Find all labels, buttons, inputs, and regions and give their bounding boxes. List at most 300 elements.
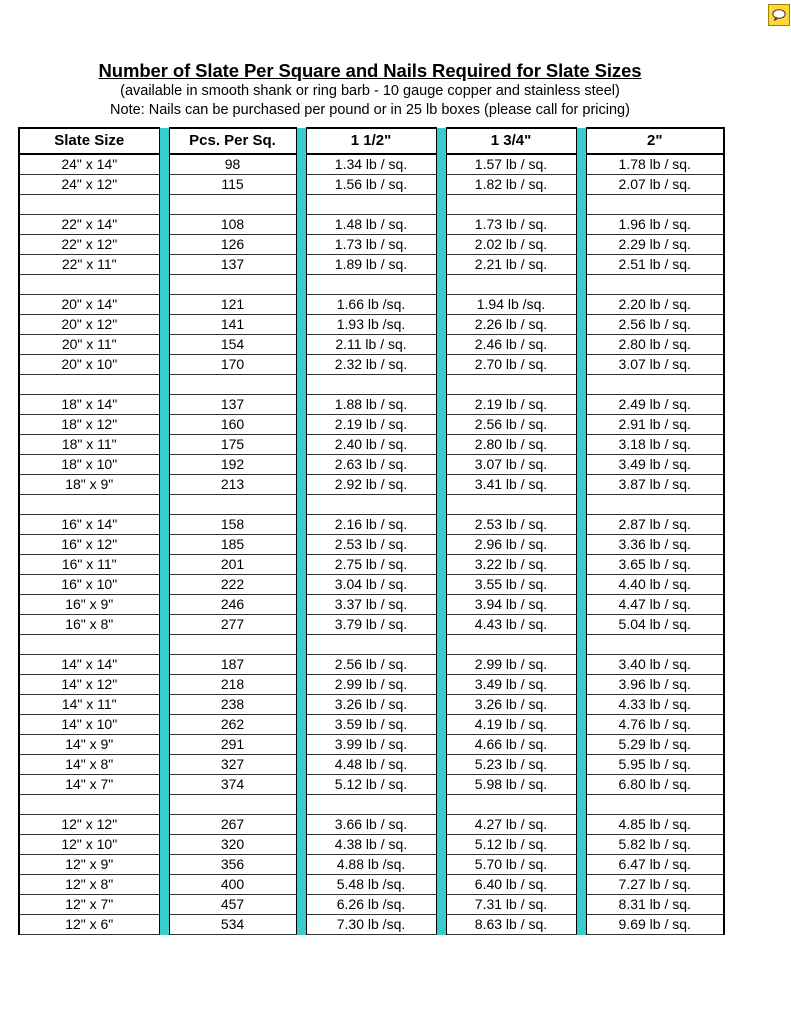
cell-slate-size: 16" x 14" — [19, 515, 159, 535]
cell-slate-size: 20" x 14" — [19, 295, 159, 315]
column-separator — [576, 215, 586, 235]
column-separator — [436, 595, 446, 615]
cell-pcs-per-sq: 187 — [169, 655, 296, 675]
column-separator — [576, 128, 586, 154]
column-separator — [436, 835, 446, 855]
cell-nail-1-1-2: 2.53 lb / sq. — [306, 535, 436, 555]
column-separator — [436, 475, 446, 495]
cell-nail-1-1-2: 5.12 lb / sq. — [306, 775, 436, 795]
column-separator — [296, 675, 306, 695]
cell-nail-1-3-4 — [446, 495, 576, 515]
table-header — [19, 128, 724, 154]
column-separator — [436, 154, 446, 175]
column-separator — [159, 915, 169, 935]
column-separator — [296, 255, 306, 275]
table-spacer-row — [19, 375, 724, 395]
column-separator — [159, 775, 169, 795]
cell-slate-size: 18" x 14" — [19, 395, 159, 415]
column-separator — [296, 735, 306, 755]
cell-pcs-per-sq: 267 — [169, 815, 296, 835]
cell-slate-size: 14" x 12" — [19, 675, 159, 695]
cell-nail-1-3-4: 2.02 lb / sq. — [446, 235, 576, 255]
cell-nail-1-3-4: 3.07 lb / sq. — [446, 455, 576, 475]
cell-nail-1-1-2: 1.66 lb /sq. — [306, 295, 436, 315]
column-separator — [576, 635, 586, 655]
cell-pcs-per-sq: 98 — [169, 154, 296, 175]
column-separator — [436, 895, 446, 915]
column-separator — [436, 295, 446, 315]
cell-slate-size — [19, 635, 159, 655]
cell-pcs-per-sq: 108 — [169, 215, 296, 235]
cell-pcs-per-sq: 374 — [169, 775, 296, 795]
column-separator — [159, 335, 169, 355]
column-separator — [576, 735, 586, 755]
page-title: Number of Slate Per Square and Nails Required for Slate Sizes — [98, 60, 642, 81]
column-separator — [159, 175, 169, 195]
cell-slate-size: 12" x 10" — [19, 835, 159, 855]
column-separator — [576, 335, 586, 355]
column-separator — [576, 795, 586, 815]
column-separator — [576, 915, 586, 935]
column-separator — [576, 515, 586, 535]
table-row — [19, 755, 724, 775]
column-separator — [159, 255, 169, 275]
cell-pcs-per-sq: 137 — [169, 395, 296, 415]
cell-pcs-per-sq: 185 — [169, 535, 296, 555]
cell-nail-2 — [586, 195, 724, 215]
column-separator — [576, 415, 586, 435]
column-separator — [159, 895, 169, 915]
column-separator — [576, 775, 586, 795]
cell-pcs-per-sq: 160 — [169, 415, 296, 435]
table-row — [19, 395, 724, 415]
column-header-nail-1-3-4: 1 3/4" — [446, 128, 576, 154]
column-separator — [159, 735, 169, 755]
cell-pcs-per-sq — [169, 795, 296, 815]
cell-slate-size: 18" x 11" — [19, 435, 159, 455]
column-separator — [436, 235, 446, 255]
table-row — [19, 915, 724, 935]
cell-nail-1-1-2: 2.63 lb / sq. — [306, 455, 436, 475]
comment-bubble-icon[interactable] — [768, 4, 790, 26]
table-row — [19, 315, 724, 335]
column-separator — [296, 435, 306, 455]
cell-slate-size: 12" x 7" — [19, 895, 159, 915]
cell-nail-2: 3.36 lb / sq. — [586, 535, 724, 555]
cell-slate-size — [19, 795, 159, 815]
column-separator — [436, 435, 446, 455]
cell-slate-size: 16" x 11" — [19, 555, 159, 575]
cell-pcs-per-sq — [169, 275, 296, 295]
column-separator — [436, 575, 446, 595]
cell-nail-1-3-4 — [446, 635, 576, 655]
cell-nail-1-1-2: 2.19 lb / sq. — [306, 415, 436, 435]
cell-pcs-per-sq: 262 — [169, 715, 296, 735]
cell-nail-2: 2.87 lb / sq. — [586, 515, 724, 535]
cell-nail-1-3-4: 2.46 lb / sq. — [446, 335, 576, 355]
column-separator — [576, 255, 586, 275]
cell-nail-1-3-4: 2.80 lb / sq. — [446, 435, 576, 455]
column-separator — [159, 475, 169, 495]
cell-nail-1-3-4: 2.21 lb / sq. — [446, 255, 576, 275]
column-header-pcs-per-sq: Pcs. Per Sq. — [169, 128, 296, 154]
cell-nail-2: 5.04 lb / sq. — [586, 615, 724, 635]
cell-nail-1-3-4: 2.96 lb / sq. — [446, 535, 576, 555]
cell-slate-size: 22" x 11" — [19, 255, 159, 275]
cell-nail-2: 2.29 lb / sq. — [586, 235, 724, 255]
table-spacer-row — [19, 635, 724, 655]
column-separator — [436, 715, 446, 735]
table-row — [19, 355, 724, 375]
table-row — [19, 235, 724, 255]
table-row — [19, 775, 724, 795]
cell-nail-1-1-2: 2.16 lb / sq. — [306, 515, 436, 535]
column-separator — [296, 195, 306, 215]
column-separator — [436, 128, 446, 154]
cell-nail-2: 2.49 lb / sq. — [586, 395, 724, 415]
table-row — [19, 535, 724, 555]
column-separator — [576, 835, 586, 855]
table-row — [19, 154, 724, 175]
cell-nail-1-1-2: 3.79 lb / sq. — [306, 615, 436, 635]
cell-nail-2: 4.85 lb / sq. — [586, 815, 724, 835]
cell-slate-size: 12" x 8" — [19, 875, 159, 895]
cell-slate-size — [19, 195, 159, 215]
cell-slate-size: 14" x 7" — [19, 775, 159, 795]
cell-pcs-per-sq: 400 — [169, 875, 296, 895]
column-separator — [576, 875, 586, 895]
cell-pcs-per-sq: 192 — [169, 455, 296, 475]
cell-pcs-per-sq: 534 — [169, 915, 296, 935]
cell-nail-2: 8.31 lb / sq. — [586, 895, 724, 915]
column-separator — [159, 154, 169, 175]
column-separator — [159, 455, 169, 475]
column-separator — [576, 195, 586, 215]
cell-pcs-per-sq — [169, 375, 296, 395]
column-separator — [576, 375, 586, 395]
column-separator — [159, 435, 169, 455]
cell-slate-size: 20" x 11" — [19, 335, 159, 355]
column-separator — [576, 154, 586, 175]
cell-pcs-per-sq: 218 — [169, 675, 296, 695]
cell-pcs-per-sq: 320 — [169, 835, 296, 855]
cell-nail-2: 2.07 lb / sq. — [586, 175, 724, 195]
cell-nail-1-1-2: 3.99 lb / sq. — [306, 735, 436, 755]
cell-nail-2: 4.76 lb / sq. — [586, 715, 724, 735]
cell-pcs-per-sq: 121 — [169, 295, 296, 315]
cell-slate-size: 14" x 11" — [19, 695, 159, 715]
column-separator — [296, 915, 306, 935]
cell-slate-size: 24" x 14" — [19, 154, 159, 175]
cell-nail-2 — [586, 275, 724, 295]
table-row — [19, 215, 724, 235]
cell-nail-2: 2.20 lb / sq. — [586, 295, 724, 315]
cell-slate-size: 14" x 14" — [19, 655, 159, 675]
cell-nail-1-1-2: 1.89 lb / sq. — [306, 255, 436, 275]
column-separator — [159, 235, 169, 255]
cell-slate-size: 14" x 10" — [19, 715, 159, 735]
cell-nail-1-3-4: 4.27 lb / sq. — [446, 815, 576, 835]
cell-slate-size: 16" x 12" — [19, 535, 159, 555]
column-separator — [436, 615, 446, 635]
heading-block — [0, 60, 740, 120]
cell-nail-1-3-4: 2.26 lb / sq. — [446, 315, 576, 335]
cell-pcs-per-sq: 327 — [169, 755, 296, 775]
table-row — [19, 695, 724, 715]
table-row — [19, 295, 724, 315]
cell-slate-size — [19, 375, 159, 395]
cell-nail-2: 3.18 lb / sq. — [586, 435, 724, 455]
column-separator — [436, 315, 446, 335]
cell-nail-2: 5.95 lb / sq. — [586, 755, 724, 775]
cell-nail-1-3-4: 2.99 lb / sq. — [446, 655, 576, 675]
cell-slate-size: 22" x 12" — [19, 235, 159, 255]
column-separator — [436, 775, 446, 795]
cell-nail-1-3-4: 4.43 lb / sq. — [446, 615, 576, 635]
column-separator — [436, 175, 446, 195]
column-separator — [436, 395, 446, 415]
column-separator — [576, 535, 586, 555]
column-separator — [159, 575, 169, 595]
cell-nail-2: 2.56 lb / sq. — [586, 315, 724, 335]
table-row — [19, 515, 724, 535]
cell-nail-1-3-4: 4.66 lb / sq. — [446, 735, 576, 755]
column-separator — [159, 535, 169, 555]
cell-slate-size: 24" x 12" — [19, 175, 159, 195]
column-separator — [436, 915, 446, 935]
column-separator — [576, 355, 586, 375]
column-separator — [296, 795, 306, 815]
table-row — [19, 835, 724, 855]
cell-nail-1-1-2: 2.32 lb / sq. — [306, 355, 436, 375]
column-separator — [296, 295, 306, 315]
column-separator — [436, 695, 446, 715]
column-separator — [436, 495, 446, 515]
column-separator — [159, 128, 169, 154]
cell-nail-1-1-2: 1.93 lb /sq. — [306, 315, 436, 335]
column-separator — [159, 495, 169, 515]
column-separator — [436, 455, 446, 475]
cell-nail-2: 3.49 lb / sq. — [586, 455, 724, 475]
cell-nail-2 — [586, 375, 724, 395]
column-separator — [296, 335, 306, 355]
cell-pcs-per-sq: 158 — [169, 515, 296, 535]
cell-nail-1-3-4: 2.56 lb / sq. — [446, 415, 576, 435]
column-separator — [436, 215, 446, 235]
table-spacer-row — [19, 495, 724, 515]
column-separator — [296, 615, 306, 635]
column-separator — [436, 735, 446, 755]
column-separator — [296, 875, 306, 895]
table-row — [19, 655, 724, 675]
cell-nail-1-1-2: 1.73 lb / sq. — [306, 235, 436, 255]
column-separator — [436, 855, 446, 875]
column-separator — [296, 755, 306, 775]
cell-slate-size: 16" x 10" — [19, 575, 159, 595]
cell-slate-size: 12" x 12" — [19, 815, 159, 835]
column-separator — [576, 315, 586, 335]
column-separator — [296, 495, 306, 515]
column-separator — [436, 355, 446, 375]
cell-nail-2: 5.29 lb / sq. — [586, 735, 724, 755]
column-separator — [296, 815, 306, 835]
cell-nail-1-3-4: 4.19 lb / sq. — [446, 715, 576, 735]
cell-pcs-per-sq: 457 — [169, 895, 296, 915]
column-separator — [296, 575, 306, 595]
cell-nail-1-1-2: 4.48 lb / sq. — [306, 755, 436, 775]
cell-nail-1-3-4: 3.94 lb / sq. — [446, 595, 576, 615]
cell-pcs-per-sq: 154 — [169, 335, 296, 355]
column-separator — [436, 255, 446, 275]
cell-nail-1-1-2: 7.30 lb /sq. — [306, 915, 436, 935]
column-separator — [296, 315, 306, 335]
column-separator — [159, 635, 169, 655]
cell-slate-size: 12" x 9" — [19, 855, 159, 875]
table-row — [19, 875, 724, 895]
cell-pcs-per-sq: 291 — [169, 735, 296, 755]
column-separator — [296, 215, 306, 235]
cell-pcs-per-sq: 137 — [169, 255, 296, 275]
cell-nail-2: 1.78 lb / sq. — [586, 154, 724, 175]
cell-nail-2: 7.27 lb / sq. — [586, 875, 724, 895]
cell-slate-size: 14" x 8" — [19, 755, 159, 775]
column-separator — [576, 715, 586, 735]
column-separator — [296, 655, 306, 675]
column-separator — [296, 275, 306, 295]
column-separator — [296, 415, 306, 435]
cell-nail-1-3-4: 2.70 lb / sq. — [446, 355, 576, 375]
column-separator — [296, 128, 306, 154]
column-separator — [576, 435, 586, 455]
cell-pcs-per-sq: 170 — [169, 355, 296, 375]
cell-pcs-per-sq: 238 — [169, 695, 296, 715]
cell-pcs-per-sq: 126 — [169, 235, 296, 255]
column-separator — [159, 855, 169, 875]
column-separator — [159, 795, 169, 815]
table-row — [19, 575, 724, 595]
cell-nail-2: 1.96 lb / sq. — [586, 215, 724, 235]
cell-nail-2 — [586, 495, 724, 515]
column-separator — [576, 275, 586, 295]
cell-nail-1-1-2: 3.37 lb / sq. — [306, 595, 436, 615]
column-separator — [296, 235, 306, 255]
column-separator — [436, 275, 446, 295]
column-separator — [576, 755, 586, 775]
cell-pcs-per-sq — [169, 495, 296, 515]
cell-slate-size: 14" x 9" — [19, 735, 159, 755]
table-row — [19, 675, 724, 695]
cell-nail-1-3-4: 3.41 lb / sq. — [446, 475, 576, 495]
cell-nail-1-1-2: 4.38 lb / sq. — [306, 835, 436, 855]
table-row — [19, 475, 724, 495]
column-separator — [296, 535, 306, 555]
cell-slate-size: 18" x 9" — [19, 475, 159, 495]
column-separator — [576, 495, 586, 515]
column-separator — [159, 375, 169, 395]
column-separator — [436, 875, 446, 895]
cell-nail-1-1-2: 1.88 lb / sq. — [306, 395, 436, 415]
cell-nail-1-1-2: 3.66 lb / sq. — [306, 815, 436, 835]
column-separator — [576, 615, 586, 635]
column-separator — [296, 555, 306, 575]
column-header-nail-1-1-2: 1 1/2" — [306, 128, 436, 154]
column-separator — [296, 595, 306, 615]
cell-nail-1-1-2: 2.11 lb / sq. — [306, 335, 436, 355]
cell-nail-1-1-2: 3.59 lb / sq. — [306, 715, 436, 735]
column-header-slate-size: Slate Size — [19, 128, 159, 154]
table-row — [19, 735, 724, 755]
column-separator — [576, 895, 586, 915]
column-separator — [159, 695, 169, 715]
cell-nail-1-1-2 — [306, 275, 436, 295]
column-separator — [296, 175, 306, 195]
column-separator — [159, 515, 169, 535]
table-header-row — [19, 128, 724, 154]
column-separator — [159, 615, 169, 635]
column-separator — [296, 775, 306, 795]
cell-nail-1-3-4: 1.94 lb /sq. — [446, 295, 576, 315]
table-spacer-row — [19, 795, 724, 815]
column-separator — [576, 855, 586, 875]
cell-pcs-per-sq: 277 — [169, 615, 296, 635]
cell-slate-size: 18" x 10" — [19, 455, 159, 475]
cell-slate-size: 18" x 12" — [19, 415, 159, 435]
column-separator — [576, 395, 586, 415]
cell-nail-1-3-4: 5.12 lb / sq. — [446, 835, 576, 855]
cell-nail-2: 5.82 lb / sq. — [586, 835, 724, 855]
cell-nail-1-3-4 — [446, 275, 576, 295]
cell-slate-size: 12" x 6" — [19, 915, 159, 935]
cell-nail-1-3-4: 5.23 lb / sq. — [446, 755, 576, 775]
column-separator — [436, 415, 446, 435]
cell-nail-1-1-2: 6.26 lb /sq. — [306, 895, 436, 915]
table-row — [19, 175, 724, 195]
cell-nail-2: 2.51 lb / sq. — [586, 255, 724, 275]
cell-nail-2: 9.69 lb / sq. — [586, 915, 724, 935]
column-separator — [436, 195, 446, 215]
table-row — [19, 815, 724, 835]
column-separator — [436, 535, 446, 555]
column-separator — [296, 355, 306, 375]
column-separator — [296, 695, 306, 715]
column-separator — [159, 215, 169, 235]
cell-nail-1-1-2: 2.92 lb / sq. — [306, 475, 436, 495]
column-separator — [436, 375, 446, 395]
cell-nail-1-3-4: 3.55 lb / sq. — [446, 575, 576, 595]
cell-pcs-per-sq: 141 — [169, 315, 296, 335]
cell-pcs-per-sq: 201 — [169, 555, 296, 575]
column-separator — [159, 715, 169, 735]
column-separator — [159, 195, 169, 215]
column-separator — [576, 695, 586, 715]
cell-slate-size: 20" x 12" — [19, 315, 159, 335]
column-separator — [159, 675, 169, 695]
cell-slate-size: 16" x 9" — [19, 595, 159, 615]
column-separator — [159, 275, 169, 295]
cell-nail-1-3-4: 2.53 lb / sq. — [446, 515, 576, 535]
cell-nail-2: 4.40 lb / sq. — [586, 575, 724, 595]
column-separator — [159, 315, 169, 335]
column-separator — [576, 555, 586, 575]
cell-nail-1-3-4: 3.26 lb / sq. — [446, 695, 576, 715]
column-separator — [436, 555, 446, 575]
cell-pcs-per-sq: 115 — [169, 175, 296, 195]
cell-nail-2: 3.07 lb / sq. — [586, 355, 724, 375]
column-separator — [436, 675, 446, 695]
column-separator — [159, 555, 169, 575]
cell-nail-1-1-2: 2.99 lb / sq. — [306, 675, 436, 695]
table-body — [19, 154, 724, 935]
